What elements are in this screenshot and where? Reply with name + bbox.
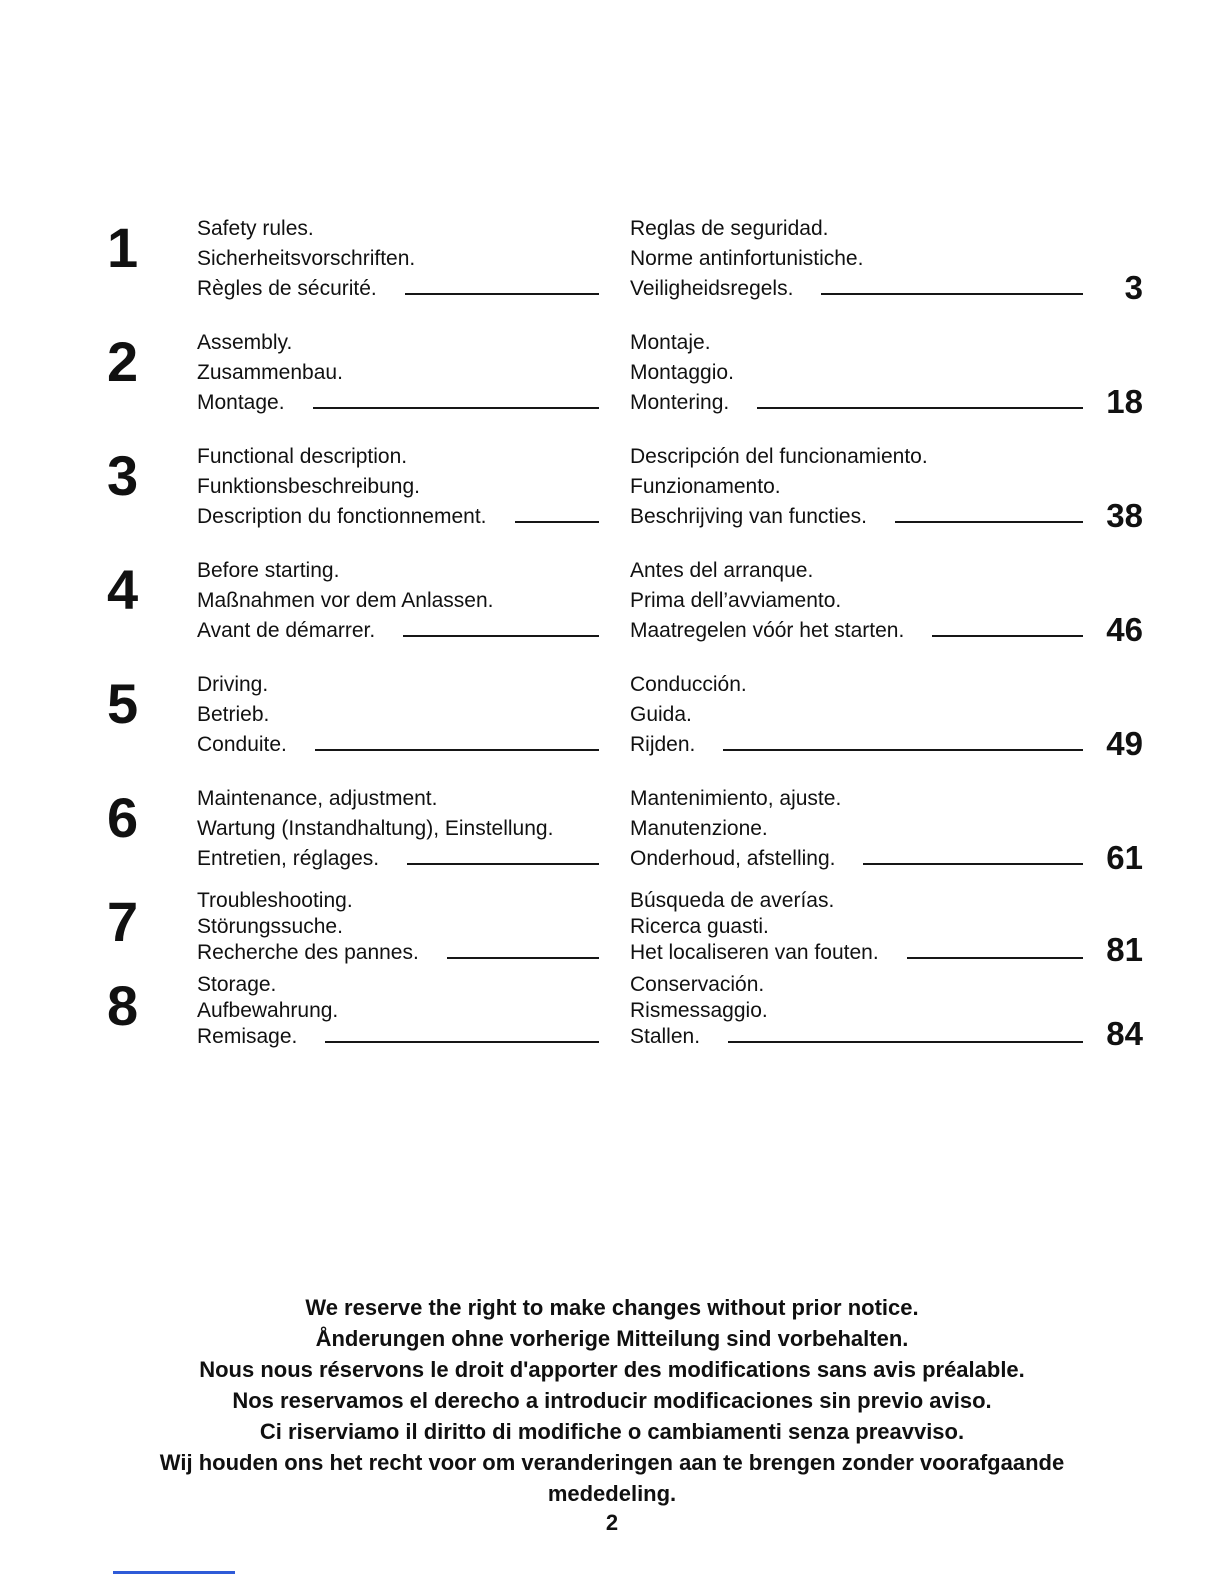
section-page-ref: 61 [1106,839,1143,876]
toc-entry-row [630,502,1085,532]
leader-line [895,521,1083,523]
toc-entry-text: Before starting. [197,559,340,582]
toc-entry-text: Montage. [197,391,285,414]
section-titles-right [630,328,1085,418]
toc-entry-text: Recherche des pannes. [197,941,419,964]
toc-entry-text: Antes del arranque. [630,559,814,582]
section-titles-left [197,556,601,646]
section-titles-left [197,328,601,418]
section-page-ref: 49 [1106,725,1143,762]
toc-entry-row [630,730,1085,760]
leader-line [403,635,599,637]
toc-entry-text: Assembly. [197,331,293,354]
toc-entry-text: Ricerca guasti. [630,915,769,938]
section-titles-right [630,556,1085,646]
section-titles-left [197,784,601,874]
toc-entry-text: Montering. [630,391,730,414]
toc-entry-row [197,940,601,966]
section-titles-right [630,784,1085,874]
toc-entry-text: Manutenzione. [630,817,768,840]
toc-section-5 [107,670,1224,760]
toc-entry-text: Beschrijving van functies. [630,505,867,528]
notice-line: Ci riserviamo il diritto di modifiche o cambiamenti senza preavviso. [259,1419,965,1444]
toc-entry-row [197,502,601,532]
section-titles-right [630,442,1085,532]
page-number: 2 [605,1510,619,1535]
toc-entry-text: Aufbewahrung. [197,999,339,1022]
toc-entry-row [197,730,601,760]
section-page-ref: 81 [1106,931,1143,968]
toc-entry-text: Búsqueda de averías. [630,889,835,912]
section-page-ref: 46 [1106,611,1143,648]
notice-line: Nous nous réservons le droit d'apporter des modifications sans avis préalable. [199,1357,1025,1382]
toc-section-2 [107,328,1224,418]
leader-line [907,957,1083,959]
section-number: 3 [107,444,138,507]
toc-entry-text: Funktionsbeschreibung. [197,475,420,498]
toc-entry-text: Remisage. [197,1025,298,1048]
section-number: 2 [107,330,138,393]
section-titles-right [630,972,1085,1050]
toc-entry-text: Maintenance, adjustment. [197,787,438,810]
toc-entry-text: Reglas de seguridad. [630,217,829,240]
toc-entry-text: Rijden. [630,733,696,756]
toc-entry-text: Betrieb. [197,703,270,726]
section-titles-left [197,442,601,532]
leader-line [723,749,1083,751]
toc-entry-text: Functional description. [197,445,408,468]
toc-entry-row [630,1024,1085,1050]
toc-entry-row [630,940,1085,966]
section-titles-right [630,670,1085,760]
toc-entry-row [630,844,1085,874]
toc-entry-text: Het localiseren van fouten. [630,941,879,964]
leader-line [325,1041,599,1043]
leader-line [757,407,1083,409]
toc-entry-text: Règles de sécurité. [197,277,377,300]
notice-line: Nos reservamos el derecho a introducir modificaciones sin previo aviso. [232,1388,992,1413]
toc-entry-row [630,274,1085,304]
leader-line [932,635,1083,637]
toc-entry-text: Zusammenbau. [197,361,343,384]
toc-entry-text: Montaje. [630,331,711,354]
toc-entry-text: Conducción. [630,673,747,696]
toc-entry-text: Description du fonctionnement. [197,505,487,528]
toc-entry-text: Maßnahmen vor dem Anlassen. [197,589,494,612]
toc-entry-row [630,616,1085,646]
toc-entry-text: Guida. [630,703,692,726]
toc-entry-text: Onderhoud, afstelling. [630,847,836,870]
section-titles-right [630,214,1085,304]
notice-block [0,1292,1224,1509]
toc-entry-row [197,844,601,874]
toc-entry-row [197,388,601,418]
toc-entry-text: Funzionamento. [630,475,781,498]
toc-entry-text: Entretien, réglages. [197,847,380,870]
leader-line [821,293,1083,295]
notice-line: Ånderungen ohne vorherige Mitteilung sind vorbehalten. [315,1326,909,1351]
section-number: 1 [107,216,138,279]
leader-line [728,1041,1083,1043]
toc-entry-text: Driving. [197,673,269,696]
section-titles-left [197,214,601,304]
toc-section-4 [107,556,1224,646]
section-page-ref: 3 [1124,269,1143,306]
toc-entry-text: Veiligheidsregels. [630,277,794,300]
section-number: 8 [107,974,138,1037]
leader-line [315,749,599,751]
section-page-ref: 84 [1106,1015,1143,1052]
toc-entry-text: Rismessaggio. [630,999,768,1022]
notice-line: Wij houden ons het recht voor om veranderingen aan te brengen zonder voorafgaande [159,1450,1065,1475]
leader-line [405,293,599,295]
toc-section-1 [107,214,1224,304]
toc-entry-row [197,274,601,304]
toc-entry-text: Storage. [197,973,277,996]
bottom-blue-line [113,1571,235,1574]
section-titles-right [630,888,1085,966]
toc-entry-text: Störungssuche. [197,915,343,938]
section-number: 6 [107,786,138,849]
section-number: 4 [107,558,138,621]
toc-section-7 [107,888,1224,966]
toc-entry-text: Safety rules. [197,217,314,240]
toc-entry-text: Troubleshooting. [197,889,353,912]
section-number: 7 [107,890,138,953]
toc-section-3 [107,442,1224,532]
notice-line: mededeling. [547,1481,677,1506]
section-titles-left [197,670,601,760]
toc-entry-text: Avant de démarrer. [197,619,376,642]
toc-entry-row [197,1024,601,1050]
leader-line [863,863,1083,865]
toc-entry-text: Montaggio. [630,361,734,384]
toc-entry-text: Descripción del funcionamiento. [630,445,928,468]
toc-entry-text: Conservación. [630,973,765,996]
section-titles-left [197,888,601,966]
section-titles-left [197,972,601,1050]
table-of-contents [0,214,1224,1050]
toc-section-8 [107,972,1224,1050]
toc-entry-row [630,388,1085,418]
toc-entry-text: Maatregelen vóór het starten. [630,619,905,642]
leader-line [407,863,599,865]
leader-line [447,957,599,959]
section-page-ref: 18 [1106,383,1143,420]
toc-section-6 [107,784,1224,874]
toc-entry-text: Prima dell’avviamento. [630,589,842,612]
leader-line [515,521,600,523]
section-page-ref: 38 [1106,497,1143,534]
toc-entry-text: Conduite. [197,733,287,756]
notice-line: We reserve the right to make changes without prior notice. [305,1295,919,1320]
toc-entry-text: Sicherheitsvorschriften. [197,247,416,270]
toc-entry-text: Stallen. [630,1025,701,1048]
section-number: 5 [107,672,138,735]
toc-entry-text: Wartung (Instandhaltung), Einstellung. [197,817,554,840]
toc-entry-text: Mantenimiento, ajuste. [630,787,842,810]
leader-line [313,407,599,409]
toc-entry-text: Norme antinfortunistiche. [630,247,864,270]
toc-entry-row [197,616,601,646]
